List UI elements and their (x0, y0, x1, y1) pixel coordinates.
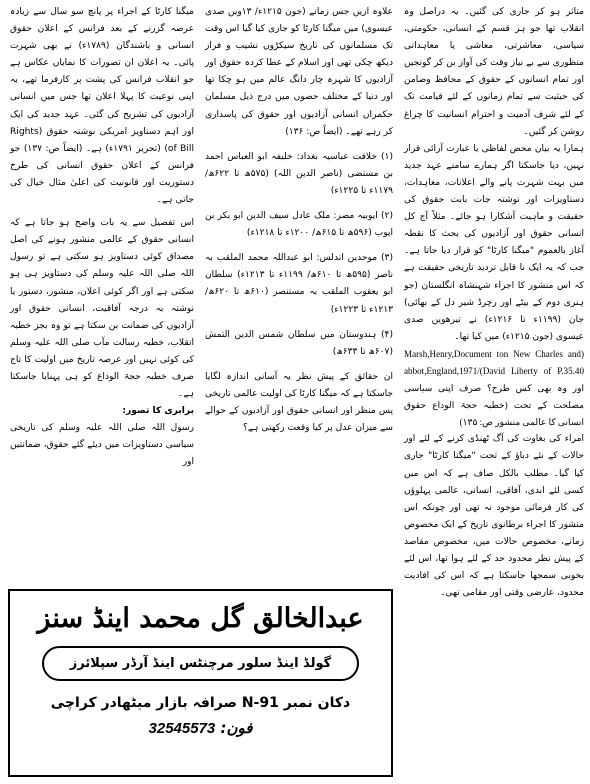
list-item: (۳) موحدین اندلس: ابو عبداللہ محمد الملقب بہ ناصر (۵۹۵ھ تا ۶۱۰ھ/ ۱۱۹۹ء تا ۱۲۱۳ء) سلطان ابو یعقوب الملقب بہ مستنصر (۶۱۰ھ تا ۶۲۰ھ/ ۱۲۱۳ء تا ۱۲۲۳ء) (205, 253, 393, 315)
list-item: (۲) ایوبیہ مصر: ملک عادل سیف الدین ابو بکر بن ایوب (۵۹۶ھ تا ۶۱۵ھ/ ۱۲۰۰ء تا ۱۲۱۸ء) (205, 211, 393, 239)
paragraph-citation: (Marsh,Henry,Document ton New Charles and David Liberty of P.35.40)/abbot,England,1971 اور وہ بھی کس طرح؟ صرف اپنی سیاسی مصلحت کے تحت (خطبہ حجۃ الوداع حقوق انسانی کا عالمی منشور ص: ۱۳۵) (404, 348, 584, 428)
column-right (404, 4, 584, 602)
list-item: (۴) ہندوستان میں سلطان شمس الدین التمش (۶۰۷ھ تا ۶۳۳ھ) (205, 329, 393, 357)
paragraph: علاوہ ازیں جس زمانے (جون ۱۲۱۵ء/ ۱۳ویں صدی عیسوی) میں میگنا کارٹا کو جاری کیا گیا اس وقت تک مسلمانوں کی تاریخ سیکڑوں نشیب و فراز دیکھ چکی تھی اور اسلام کے عطا کردہ حقوق اور آزادیوں کا شہرہ چار دانگ عالم میں ہو چکا تھا اور دنیا کے مختلف حصوں میں درج ذیل مسلمان حکمراں انسانی آزادیوں اور حقوق کی پاسداری کر رہے تھے۔ (ایضاً ص: ۱۳۶) (205, 7, 393, 137)
ad-phone (10, 719, 391, 737)
paragraph: میگنا کارٹا کے اجراء پر پانچ سو سال سے زیادہ عرصہ گزرنے کے بعد فرانس کے اعلان حقوق انسانی و باشندگان (۱۷۸۹ء) نے بھی شہرت پائی۔ یہ اعلان ان تصورات کا نمایاں عکاس ہے جو انقلاب فرانس کی پشت پر کارفرما تھے، یہ اپنی نوعیت کا پہلا اعلان تھا جس میں انسانی آزادیوں کی تشریح کی گئی۔ عہد جدید کی ایک اور اہم دستاویز امریکی نوشتہ حقوق (Rights of Bill) (تحریر ۱۷۹۱ء) ہے۔ (ایضاً ص: ۱۳۷) جو فرانس کے اعلان حقوق انسانی کی طرح دستوریت اور قانونیت کی اعلیٰ مثال خیال کی جاتی ہے۔ (10, 7, 194, 206)
paragraph: اس تفصیل سے یہ بات واضح ہو جاتا ہے کہ انسانی حقوق کے عالمی منشور ہونے کی اصل مصداق کوئی دستاویز ہو سکتی ہے تو رسول اللہ صلی اللہ علیہ وسلم کی دستاویز ہی ہو سکتی ہے اور اگر کوئی اعلان، منشور، دستور یا نوشتہ بہ درجہ آفاقیت، انسانی حقوق اور آزادیوں کی ضمانت بن سکتا ہے تو وہ بجز خطبہ انقلاب، خطبہ رسالت مآب صلی اللہ علیہ وسلم کی کوئی نہیں اور عرصہ تاریخ میں اولیت کا تاج صرف خطبہ حجۃ الوداع کو ہی پہنایا جاسکتا ہے۔ (10, 218, 194, 400)
paragraph: ہمارا یہ بیان محض لفاظی یا عبارت آرائی قرار نہیں، دیا جاسکتا اگر ہمارے سامنے عہد جدید میں بہت شہرت پانے والے اعلانات، معاہدات، دستاویزات اور نوشتہ جات بابت حقوق کی حقیقت و ماہیت آشکارا ہو جائے۔ مثلاً آج کل انسانی حقوق اور آزادیوں کی بحث کا نقطہ آغاز بالعموم "میگنا کارٹا" کو قرار دیا جاتا ہے۔ جب کہ یہ ایک نا قابل تردید تاریخی حقیقت ہے کہ اس منشور کا اجراء شہنشاہ انگلستان (جو ہنری دوم کے بیٹے اور رچرڈ شیر دل کے بھائی) جان (۱۱۹۹ء تا ۱۲۱۶ء) نے تیرھویں صدی عیسوی (جون ۱۲۱۵ء) میں کیا تھا۔ (404, 143, 585, 342)
column-left (10, 4, 194, 472)
ad-tagline: گولڈ اینڈ سلور مرچنٹس اینڈ آرڈر سپلائرز (42, 646, 359, 681)
paragraph: امراء کی بغاوت کی آگ ٹھنڈی کرنے کے لئے اور حالات کے نئے دباؤ کے تحت "میگنا کارٹا" جاری کیا گیا۔ مطلب بالکل صاف ہے کہ اس میں کسی لئے ابدی، آفاقی، انسانی، عالمی پہلوؤں کی کار فرمائی موجود نہ تھی اور چونکہ اس منشور کا اجراء برطانوی تاریخ کے ایک مخصوص زمانے، مخصوص حالات میں، مخصوص مقاصد کے پیش نظر محدود حد کے لئے ہوا تھا، اس لئے بخوبی سمجھا جاسکتا ہے کہ اس کی افادیت محدود، عارضی وقتی اور مقامی تھی۔ (404, 434, 584, 599)
ad-title: عبدالخالق گل محمد اینڈ سنز (37, 603, 364, 634)
paragraph: ان حقائق کے پیش نظر یہ آسانی اندازہ لگایا جاسکتا ہے کہ میگنا کارٹا کی اولیت عالمی تاریخی پس منظر اور انسانی حقوق اور آزادیوں کے حوالے سے میزان عدل پر کیا وقعت رکھتی ہے؟ (205, 371, 393, 434)
paragraph: رسول اللہ صلی اللہ علیہ وسلم کی تاریخی سیاسی دستاویزات میں دیئے گئے حقوق، ضمانتیں اور (10, 423, 194, 468)
paragraph: متاثر ہو کر جاری کی گئیں۔ یہ دراصل وہ انقلاب تھا جو ہر قسم کے انسانی، حکومتی، سیاسی، معاشرتی، معاشی یا معاہداتی منظوری سے بے نیاز وقت کی آواز بن کر گونجیں اور تمام انسانوں کے حقوق کے محافظ وضامن کی حیثیت سے تمام زمانوں کے لئے قیامت تک کے لئے شرف آدمیت و احترام انسانیت کا چراغ روشن کر گئیں۔ (404, 7, 584, 137)
list-item: (۱) خلافت عباسیہ بغداد: خلیفہ ابو العباس احمد بن مستضی (ناصر الدین اللہ) (۵۷۵ھ تا ۶۲۲ھ/ ۱۱۷۹ء تا ۱۲۲۵ء) (205, 151, 393, 196)
column-middle (205, 4, 393, 437)
advertisement-box (8, 589, 393, 777)
section-heading: برابری کا تصور: (122, 406, 194, 417)
ad-address: دکان نمبر N-91 صرافہ بازار میٹھادر کراچی (50, 695, 351, 711)
ad-phone-label: فون: (220, 719, 253, 737)
ad-phone-number: 32545573 (148, 720, 216, 737)
